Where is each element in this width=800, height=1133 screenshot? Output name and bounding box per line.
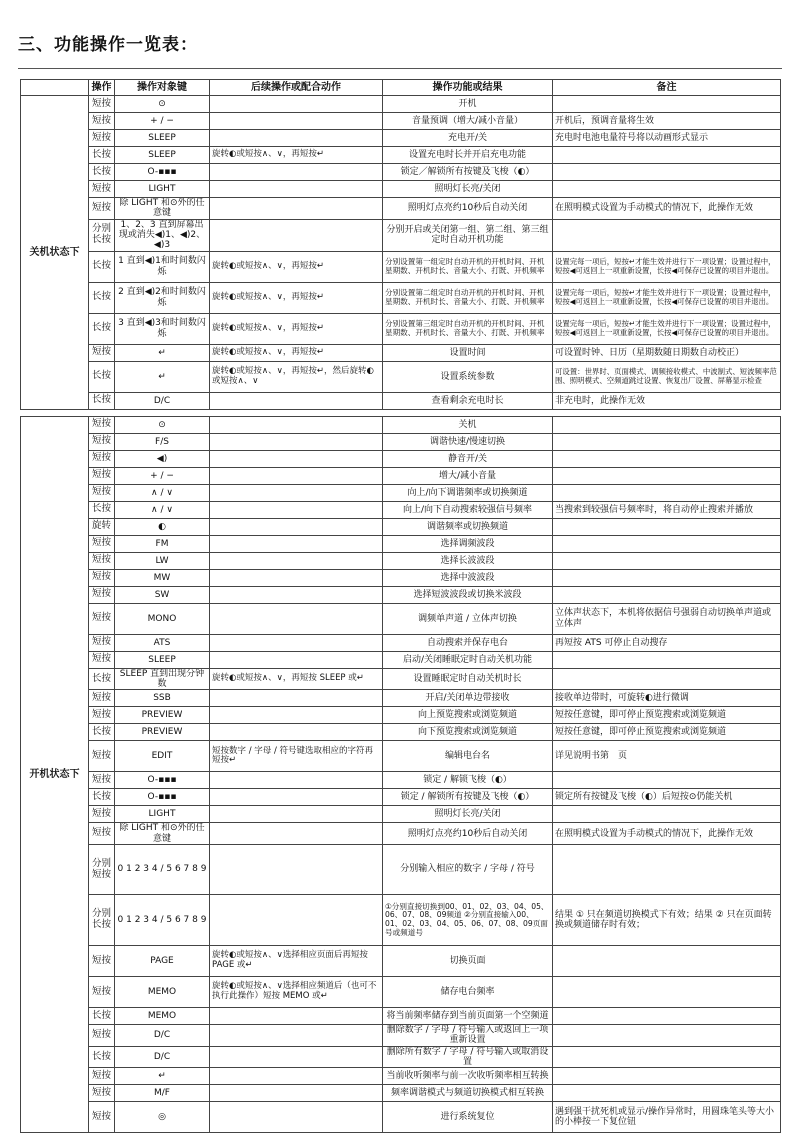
op-cell: 短按 bbox=[89, 130, 115, 147]
follow-cell bbox=[210, 450, 383, 467]
table-row bbox=[21, 724, 781, 741]
title-rule bbox=[18, 68, 782, 69]
result-cell: 进行系统复位 bbox=[383, 1102, 553, 1133]
key-cell: ◎ bbox=[115, 1102, 210, 1133]
result-cell: 静音开/关 bbox=[383, 450, 553, 467]
follow-cell bbox=[210, 181, 383, 198]
key-cell: ⊙ bbox=[115, 96, 210, 113]
header-result: 操作功能或结果 bbox=[383, 80, 553, 96]
function-table bbox=[20, 79, 781, 1133]
result-cell: 照明灯长亮/关闭 bbox=[383, 806, 553, 823]
follow-cell bbox=[210, 1085, 383, 1102]
header-note: 备注 bbox=[553, 80, 781, 96]
op-cell: 短按 bbox=[89, 552, 115, 569]
header-op: 操作 bbox=[89, 80, 115, 96]
result-cell: 关机 bbox=[383, 416, 553, 433]
note-cell bbox=[553, 651, 781, 668]
key-cell: ATS bbox=[115, 634, 210, 651]
table-row bbox=[21, 251, 781, 282]
op-cell: 长按 bbox=[89, 147, 115, 164]
key-cell: M/F bbox=[115, 1085, 210, 1102]
header-group-cell bbox=[21, 80, 89, 96]
result-cell: 查看剩余充电时长 bbox=[383, 392, 553, 409]
op-cell: 长按 bbox=[89, 282, 115, 313]
table-row bbox=[21, 392, 781, 409]
op-cell: 短按 bbox=[89, 96, 115, 113]
key-cell: LIGHT bbox=[115, 806, 210, 823]
op-cell: 短按 bbox=[89, 586, 115, 603]
op-cell: 长按 bbox=[89, 164, 115, 181]
key-cell: ◐ bbox=[115, 518, 210, 535]
op-cell: 长按 bbox=[89, 1046, 115, 1068]
op-cell: 短按 bbox=[89, 484, 115, 501]
follow-cell bbox=[210, 895, 383, 946]
follow-cell bbox=[210, 96, 383, 113]
note-cell: 可设置时钟、日历（星期数随日期数自动校正） bbox=[553, 344, 781, 361]
result-cell: 分别设置第二组定时自动开机的开机时间、开机星期数、开机时长、音量大小、打既、开机频率 bbox=[383, 282, 553, 313]
section-separator bbox=[21, 409, 781, 416]
follow-cell bbox=[210, 219, 383, 251]
table-row bbox=[21, 1046, 781, 1068]
op-cell: 长按 bbox=[89, 1008, 115, 1025]
key-cell: O-▪▪▪ bbox=[115, 789, 210, 806]
op-cell: 短按 bbox=[89, 416, 115, 433]
op-cell: 短按 bbox=[89, 772, 115, 789]
op-cell: 长按 bbox=[89, 724, 115, 741]
result-cell: 照明灯点亮约10秒后自动关闭 bbox=[383, 198, 553, 220]
key-cell: MEMO bbox=[115, 977, 210, 1008]
result-cell: 调谐频率或切换频道 bbox=[383, 518, 553, 535]
op-cell: 短按 bbox=[89, 806, 115, 823]
result-cell: 音量预调（增大/减小音量） bbox=[383, 113, 553, 130]
result-cell: 锁定 / 解锁所有按键及飞梭（◐） bbox=[383, 789, 553, 806]
note-cell bbox=[553, 467, 781, 484]
key-cell: 2 直到◀)2和时间数闪烁 bbox=[115, 282, 210, 313]
follow-cell bbox=[210, 772, 383, 789]
table-row bbox=[21, 518, 781, 535]
key-cell: 1 直到◀)1和时间数闪烁 bbox=[115, 251, 210, 282]
key-cell: ⊙ bbox=[115, 416, 210, 433]
follow-cell bbox=[210, 1025, 383, 1047]
key-cell: ↵ bbox=[115, 344, 210, 361]
table-row bbox=[21, 845, 781, 895]
result-cell: 删除所有数字 / 字母 / 符号输入或取消设置 bbox=[383, 1046, 553, 1068]
table-row bbox=[21, 1085, 781, 1102]
follow-cell bbox=[210, 535, 383, 552]
note-cell bbox=[553, 96, 781, 113]
follow-cell bbox=[210, 1068, 383, 1085]
follow-cell bbox=[210, 634, 383, 651]
op-cell: 短按 bbox=[89, 1025, 115, 1047]
follow-cell: 旋转◐或短按∧、∨，再短按↵ bbox=[210, 313, 383, 344]
follow-cell bbox=[210, 552, 383, 569]
key-cell: SLEEP bbox=[115, 130, 210, 147]
result-cell: 设置时间 bbox=[383, 344, 553, 361]
follow-cell: 旋转◐或短按∧、∨，再短按↵，然后旋转◐或短按∧、∨ bbox=[210, 361, 383, 392]
result-cell: 开启/关闭单边带接收 bbox=[383, 690, 553, 707]
follow-cell: 旋转◐或短按∧、∨选择相应频道后（也可不执行此操作）短按 MEMO 或↵ bbox=[210, 977, 383, 1008]
key-cell: D/C bbox=[115, 1046, 210, 1068]
op-cell: 长按 bbox=[89, 392, 115, 409]
follow-cell bbox=[210, 1046, 383, 1068]
table-row bbox=[21, 181, 781, 198]
result-cell: 锁定／解锁所有按键及飞梭（◐） bbox=[383, 164, 553, 181]
op-cell: 旋转 bbox=[89, 518, 115, 535]
header-key: 操作对象键 bbox=[115, 80, 210, 96]
table-row bbox=[21, 96, 781, 113]
follow-cell bbox=[210, 392, 383, 409]
follow-cell bbox=[210, 467, 383, 484]
key-cell: ◀) bbox=[115, 450, 210, 467]
follow-cell bbox=[210, 707, 383, 724]
result-cell: 自动搜索并保存电台 bbox=[383, 634, 553, 651]
result-cell: 调频单声道 / 立体声切换 bbox=[383, 603, 553, 634]
op-cell: 长按 bbox=[89, 251, 115, 282]
table-row bbox=[21, 535, 781, 552]
result-cell: ①分别直接切换到00、01、02、03、04、05、06、07、08、09频道 ②分别直接输入00、01、02、03、04、05、06、07、08、09页面号或频道号 bbox=[383, 895, 553, 946]
result-cell: 开机 bbox=[383, 96, 553, 113]
follow-cell bbox=[210, 603, 383, 634]
result-cell: 将当前频率储存到当前页面第一个空频道 bbox=[383, 1008, 553, 1025]
op-cell: 短按 bbox=[89, 1068, 115, 1085]
key-cell: 1、2、3 直到屏幕出现或消失◀)1、◀)2、◀)3 bbox=[115, 219, 210, 251]
table-row bbox=[21, 690, 781, 707]
follow-cell bbox=[210, 724, 383, 741]
note-cell bbox=[553, 946, 781, 977]
key-cell: MW bbox=[115, 569, 210, 586]
result-cell: 向上/向下自动搜索较强信号频率 bbox=[383, 501, 553, 518]
op-cell: 短按 bbox=[89, 450, 115, 467]
note-cell bbox=[553, 433, 781, 450]
op-cell: 长按 bbox=[89, 361, 115, 392]
result-cell: 分别设置第三组定时自动开机的开机时间、开机星期数、开机时长、音量大小、打既、开机频率 bbox=[383, 313, 553, 344]
op-cell: 短按 bbox=[89, 741, 115, 772]
follow-cell bbox=[210, 130, 383, 147]
key-cell: ↵ bbox=[115, 361, 210, 392]
follow-cell bbox=[210, 164, 383, 181]
result-cell: 照明灯长亮/关闭 bbox=[383, 181, 553, 198]
note-cell: 当搜索到较强信号频率时，将自动停止搜索并播放 bbox=[553, 501, 781, 518]
note-cell bbox=[553, 772, 781, 789]
table-row bbox=[21, 219, 781, 251]
follow-cell bbox=[210, 651, 383, 668]
table-row bbox=[21, 361, 781, 392]
table-row bbox=[21, 552, 781, 569]
note-cell bbox=[553, 1008, 781, 1025]
header-follow: 后续操作或配合动作 bbox=[210, 80, 383, 96]
follow-cell bbox=[210, 501, 383, 518]
follow-cell: 旋转◐或短按∧、∨，再短按↵ bbox=[210, 147, 383, 164]
result-cell: 频率调谐模式与频道切换模式相互转换 bbox=[383, 1085, 553, 1102]
op-cell: 长按 bbox=[89, 789, 115, 806]
result-cell: 分别输入相应的数字 / 字母 / 符号 bbox=[383, 845, 553, 895]
table-row bbox=[21, 634, 781, 651]
follow-cell bbox=[210, 198, 383, 220]
op-cell: 短按 bbox=[89, 113, 115, 130]
key-cell: 0 1 2 3 4 / 5 6 7 8 9 bbox=[115, 845, 210, 895]
op-cell: 短按 bbox=[89, 977, 115, 1008]
note-cell: 非充电时，此操作无效 bbox=[553, 392, 781, 409]
note-cell bbox=[553, 569, 781, 586]
note-cell bbox=[553, 219, 781, 251]
op-cell: 长按 bbox=[89, 313, 115, 344]
table-row bbox=[21, 603, 781, 634]
note-cell bbox=[553, 977, 781, 1008]
follow-cell: 旋转◐或短按∧、∨，再短按↵ bbox=[210, 282, 383, 313]
table-row bbox=[21, 147, 781, 164]
key-cell: LW bbox=[115, 552, 210, 569]
page-title: 三、功能操作一览表： bbox=[18, 35, 198, 55]
note-cell bbox=[553, 1025, 781, 1047]
op-cell: 分别长按 bbox=[89, 219, 115, 251]
key-cell: EDIT bbox=[115, 741, 210, 772]
table-row bbox=[21, 484, 781, 501]
result-cell: 分别开启或关闭第一组、第二组、第三组定时自动开机功能 bbox=[383, 219, 553, 251]
note-cell bbox=[553, 845, 781, 895]
note-cell bbox=[553, 552, 781, 569]
table-row bbox=[21, 113, 781, 130]
op-cell: 短按 bbox=[89, 181, 115, 198]
follow-cell: 旋转◐或短按∧、∨，再短按↵ bbox=[210, 251, 383, 282]
table-row bbox=[21, 467, 781, 484]
key-cell: SSB bbox=[115, 690, 210, 707]
follow-cell bbox=[210, 690, 383, 707]
follow-cell bbox=[210, 845, 383, 895]
note-cell: 设置完每一项后，短按↵才能生效并进行下一项设置；设置过程中，短按◀可返回上一项重新设置，长按◀可保存已设置的项目并退出。 bbox=[553, 313, 781, 344]
table-row bbox=[21, 789, 781, 806]
power-off-section bbox=[21, 96, 781, 410]
note-cell bbox=[553, 586, 781, 603]
op-cell: 短按 bbox=[89, 198, 115, 220]
note-cell: 可设置：世界时、页面模式、调频接收模式、中波制式、短波频率范围、照明模式、空频道跳过设置、恢复出厂设置、屏幕显示检查 bbox=[553, 361, 781, 392]
table-row bbox=[21, 895, 781, 946]
follow-cell bbox=[210, 806, 383, 823]
note-cell bbox=[553, 668, 781, 690]
table-row bbox=[21, 450, 781, 467]
result-cell: 当前收听频率与前一次收听频率相互转换 bbox=[383, 1068, 553, 1085]
key-cell: LIGHT bbox=[115, 181, 210, 198]
result-cell: 选择短波波段或切换米波段 bbox=[383, 586, 553, 603]
note-cell bbox=[553, 450, 781, 467]
table-row bbox=[21, 1102, 781, 1133]
note-cell bbox=[553, 164, 781, 181]
follow-cell bbox=[210, 518, 383, 535]
key-cell: FM bbox=[115, 535, 210, 552]
follow-cell: 短按数字 / 字母 / 符号键选取相应的字符再短按↵ bbox=[210, 741, 383, 772]
table-row bbox=[21, 313, 781, 344]
note-cell: 设置完每一项后，短按↵才能生效并进行下一项设置；设置过程中，短按◀可返回上一项重新设置，长按◀可保存已设置的项目并退出。 bbox=[553, 251, 781, 282]
note-cell: 设置完每一项后，短按↵才能生效并进行下一项设置；设置过程中，短按◀可返回上一项重新设置，长按◀可保存已设置的项目并退出。 bbox=[553, 282, 781, 313]
table-row bbox=[21, 946, 781, 977]
note-cell: 充电时电池电量符号将以动画形式显示 bbox=[553, 130, 781, 147]
follow-cell: 旋转◐或短按∧、∨，再短按 SLEEP 或↵ bbox=[210, 668, 383, 690]
key-cell: F/S bbox=[115, 433, 210, 450]
note-cell: 短按任意键，即可停止预览搜索或浏览频道 bbox=[553, 707, 781, 724]
key-cell: ∧ / ∨ bbox=[115, 501, 210, 518]
note-cell bbox=[553, 484, 781, 501]
follow-cell bbox=[210, 113, 383, 130]
table-row bbox=[21, 806, 781, 823]
result-cell: 调谐快速/慢速切换 bbox=[383, 433, 553, 450]
table-row bbox=[21, 651, 781, 668]
separator-cell bbox=[21, 409, 781, 416]
result-cell: 切换页面 bbox=[383, 946, 553, 977]
op-cell: 短按 bbox=[89, 707, 115, 724]
key-cell: 3 直到◀)3和时间数闪烁 bbox=[115, 313, 210, 344]
result-cell: 选择中波波段 bbox=[383, 569, 553, 586]
result-cell: 照明灯点亮约10秒后自动关闭 bbox=[383, 823, 553, 845]
note-cell: 立体声状态下，本机将依据信号强弱自动切换单声道或立体声 bbox=[553, 603, 781, 634]
note-cell: 再短按 ATS 可停止自动搜存 bbox=[553, 634, 781, 651]
key-cell: SLEEP bbox=[115, 651, 210, 668]
follow-cell bbox=[210, 433, 383, 450]
note-cell bbox=[553, 181, 781, 198]
note-cell: 短按任意键，即可停止预览搜索或浏览频道 bbox=[553, 724, 781, 741]
op-cell: 短按 bbox=[89, 569, 115, 586]
table-row bbox=[21, 344, 781, 361]
table-row bbox=[21, 569, 781, 586]
result-cell: 向下预览搜索或浏览频道 bbox=[383, 724, 553, 741]
result-cell: 储存电台频率 bbox=[383, 977, 553, 1008]
table-row bbox=[21, 668, 781, 690]
table-row bbox=[21, 1008, 781, 1025]
key-cell: PREVIEW bbox=[115, 724, 210, 741]
key-cell: SW bbox=[115, 586, 210, 603]
op-cell: 短按 bbox=[89, 535, 115, 552]
key-cell: 0 1 2 3 4 / 5 6 7 8 9 bbox=[115, 895, 210, 946]
result-cell: 编辑电台名 bbox=[383, 741, 553, 772]
note-cell: 结果 ① 只在频道切换模式下有效；结果 ② 只在页面转换或频道储存时有效； bbox=[553, 895, 781, 946]
table-row bbox=[21, 1025, 781, 1047]
table-row bbox=[21, 433, 781, 450]
note-cell: 遇到强干扰死机或显示/操作异常时，用圆珠笔头等大小的小棒按一下复位钮 bbox=[553, 1102, 781, 1133]
op-cell: 短按 bbox=[89, 467, 115, 484]
follow-cell bbox=[210, 1102, 383, 1133]
key-cell: O-▪▪▪ bbox=[115, 164, 210, 181]
table-row bbox=[21, 586, 781, 603]
table-row bbox=[21, 416, 781, 433]
key-cell: SLEEP bbox=[115, 147, 210, 164]
follow-cell bbox=[210, 823, 383, 845]
follow-cell bbox=[210, 484, 383, 501]
table-row bbox=[21, 823, 781, 845]
op-cell: 短按 bbox=[89, 634, 115, 651]
follow-cell bbox=[210, 569, 383, 586]
table-row bbox=[21, 772, 781, 789]
op-cell: 短按 bbox=[89, 344, 115, 361]
note-cell: 在照明模式设置为手动模式的情况下，此操作无效 bbox=[553, 198, 781, 220]
table-row bbox=[21, 741, 781, 772]
state-group-label: 开机状态下 bbox=[21, 416, 89, 1133]
note-cell bbox=[553, 518, 781, 535]
key-cell: MEMO bbox=[115, 1008, 210, 1025]
result-cell: 向上预览搜索或浏览频道 bbox=[383, 707, 553, 724]
key-cell: + / − bbox=[115, 113, 210, 130]
op-cell: 短按 bbox=[89, 1102, 115, 1133]
table-row bbox=[21, 282, 781, 313]
follow-cell: 旋转◐或短按∧、∨选择相应页面后再短按 PAGE 或↵ bbox=[210, 946, 383, 977]
note-cell bbox=[553, 535, 781, 552]
note-cell: 在照明模式设置为手动模式的情况下，此操作无效 bbox=[553, 823, 781, 845]
result-cell: 设置充电时长并开启充电功能 bbox=[383, 147, 553, 164]
result-cell: 选择长波波段 bbox=[383, 552, 553, 569]
result-cell: 向上/向下调谐频率或切换频道 bbox=[383, 484, 553, 501]
op-cell: 短按 bbox=[89, 1085, 115, 1102]
table-row bbox=[21, 198, 781, 220]
table-row bbox=[21, 1068, 781, 1085]
table-row bbox=[21, 707, 781, 724]
table-row bbox=[21, 501, 781, 518]
key-cell: ↵ bbox=[115, 1068, 210, 1085]
note-cell bbox=[553, 1085, 781, 1102]
follow-cell: 旋转◐或短按∧、∨，再短按↵ bbox=[210, 344, 383, 361]
key-cell: O-▪▪▪ bbox=[115, 772, 210, 789]
key-cell: SLEEP 直到出现分钟数 bbox=[115, 668, 210, 690]
result-cell: 增大/减小音量 bbox=[383, 467, 553, 484]
op-cell: 长按 bbox=[89, 501, 115, 518]
note-cell bbox=[553, 1068, 781, 1085]
table-row bbox=[21, 130, 781, 147]
key-cell: ∧ / ∨ bbox=[115, 484, 210, 501]
op-cell: 分别短按 bbox=[89, 845, 115, 895]
note-cell bbox=[553, 806, 781, 823]
follow-cell bbox=[210, 1008, 383, 1025]
note-cell: 开机后，预调音量将生效 bbox=[553, 113, 781, 130]
note-cell bbox=[553, 1046, 781, 1068]
note-cell: 锁定所有按键及飞梭（◐）后短按⊙仍能关机 bbox=[553, 789, 781, 806]
result-cell: 启动/关闭睡眠定时自动关机功能 bbox=[383, 651, 553, 668]
op-cell: 短按 bbox=[89, 603, 115, 634]
op-cell: 短按 bbox=[89, 823, 115, 845]
op-cell: 短按 bbox=[89, 946, 115, 977]
key-cell: D/C bbox=[115, 392, 210, 409]
key-cell: MONO bbox=[115, 603, 210, 634]
op-cell: 短按 bbox=[89, 651, 115, 668]
result-cell: 分别设置第一组定时自动开机的开机时间、开机星期数、开机时长、音量大小、打既、开机频率 bbox=[383, 251, 553, 282]
key-cell: PREVIEW bbox=[115, 707, 210, 724]
result-cell: 设置系统参数 bbox=[383, 361, 553, 392]
result-cell: 删除数字 / 字母 / 符号输入或返回上一项重新设置 bbox=[383, 1025, 553, 1047]
key-cell: 除 LIGHT 和⊙外的任意键 bbox=[115, 823, 210, 845]
key-cell: PAGE bbox=[115, 946, 210, 977]
key-cell: D/C bbox=[115, 1025, 210, 1047]
key-cell: 除 LIGHT 和⊙外的任意键 bbox=[115, 198, 210, 220]
power-on-section bbox=[21, 416, 781, 1133]
result-cell: 选择调频波段 bbox=[383, 535, 553, 552]
table-row bbox=[21, 164, 781, 181]
op-cell: 短按 bbox=[89, 433, 115, 450]
op-cell: 分别长按 bbox=[89, 895, 115, 946]
follow-cell bbox=[210, 789, 383, 806]
note-cell bbox=[553, 147, 781, 164]
state-group-label: 关机状态下 bbox=[21, 96, 89, 410]
result-cell: 充电开/关 bbox=[383, 130, 553, 147]
table-header-row bbox=[21, 80, 781, 96]
result-cell: 设置睡眠定时自动关机时长 bbox=[383, 668, 553, 690]
table-row bbox=[21, 977, 781, 1008]
follow-cell bbox=[210, 586, 383, 603]
op-cell: 长按 bbox=[89, 668, 115, 690]
note-cell bbox=[553, 416, 781, 433]
note-cell: 接收单边带时，可旋转◐进行微调 bbox=[553, 690, 781, 707]
key-cell: + / − bbox=[115, 467, 210, 484]
op-cell: 短按 bbox=[89, 690, 115, 707]
result-cell: 锁定 / 解锁飞梭（◐） bbox=[383, 772, 553, 789]
follow-cell bbox=[210, 416, 383, 433]
note-cell: 详见说明书第 页 bbox=[553, 741, 781, 772]
